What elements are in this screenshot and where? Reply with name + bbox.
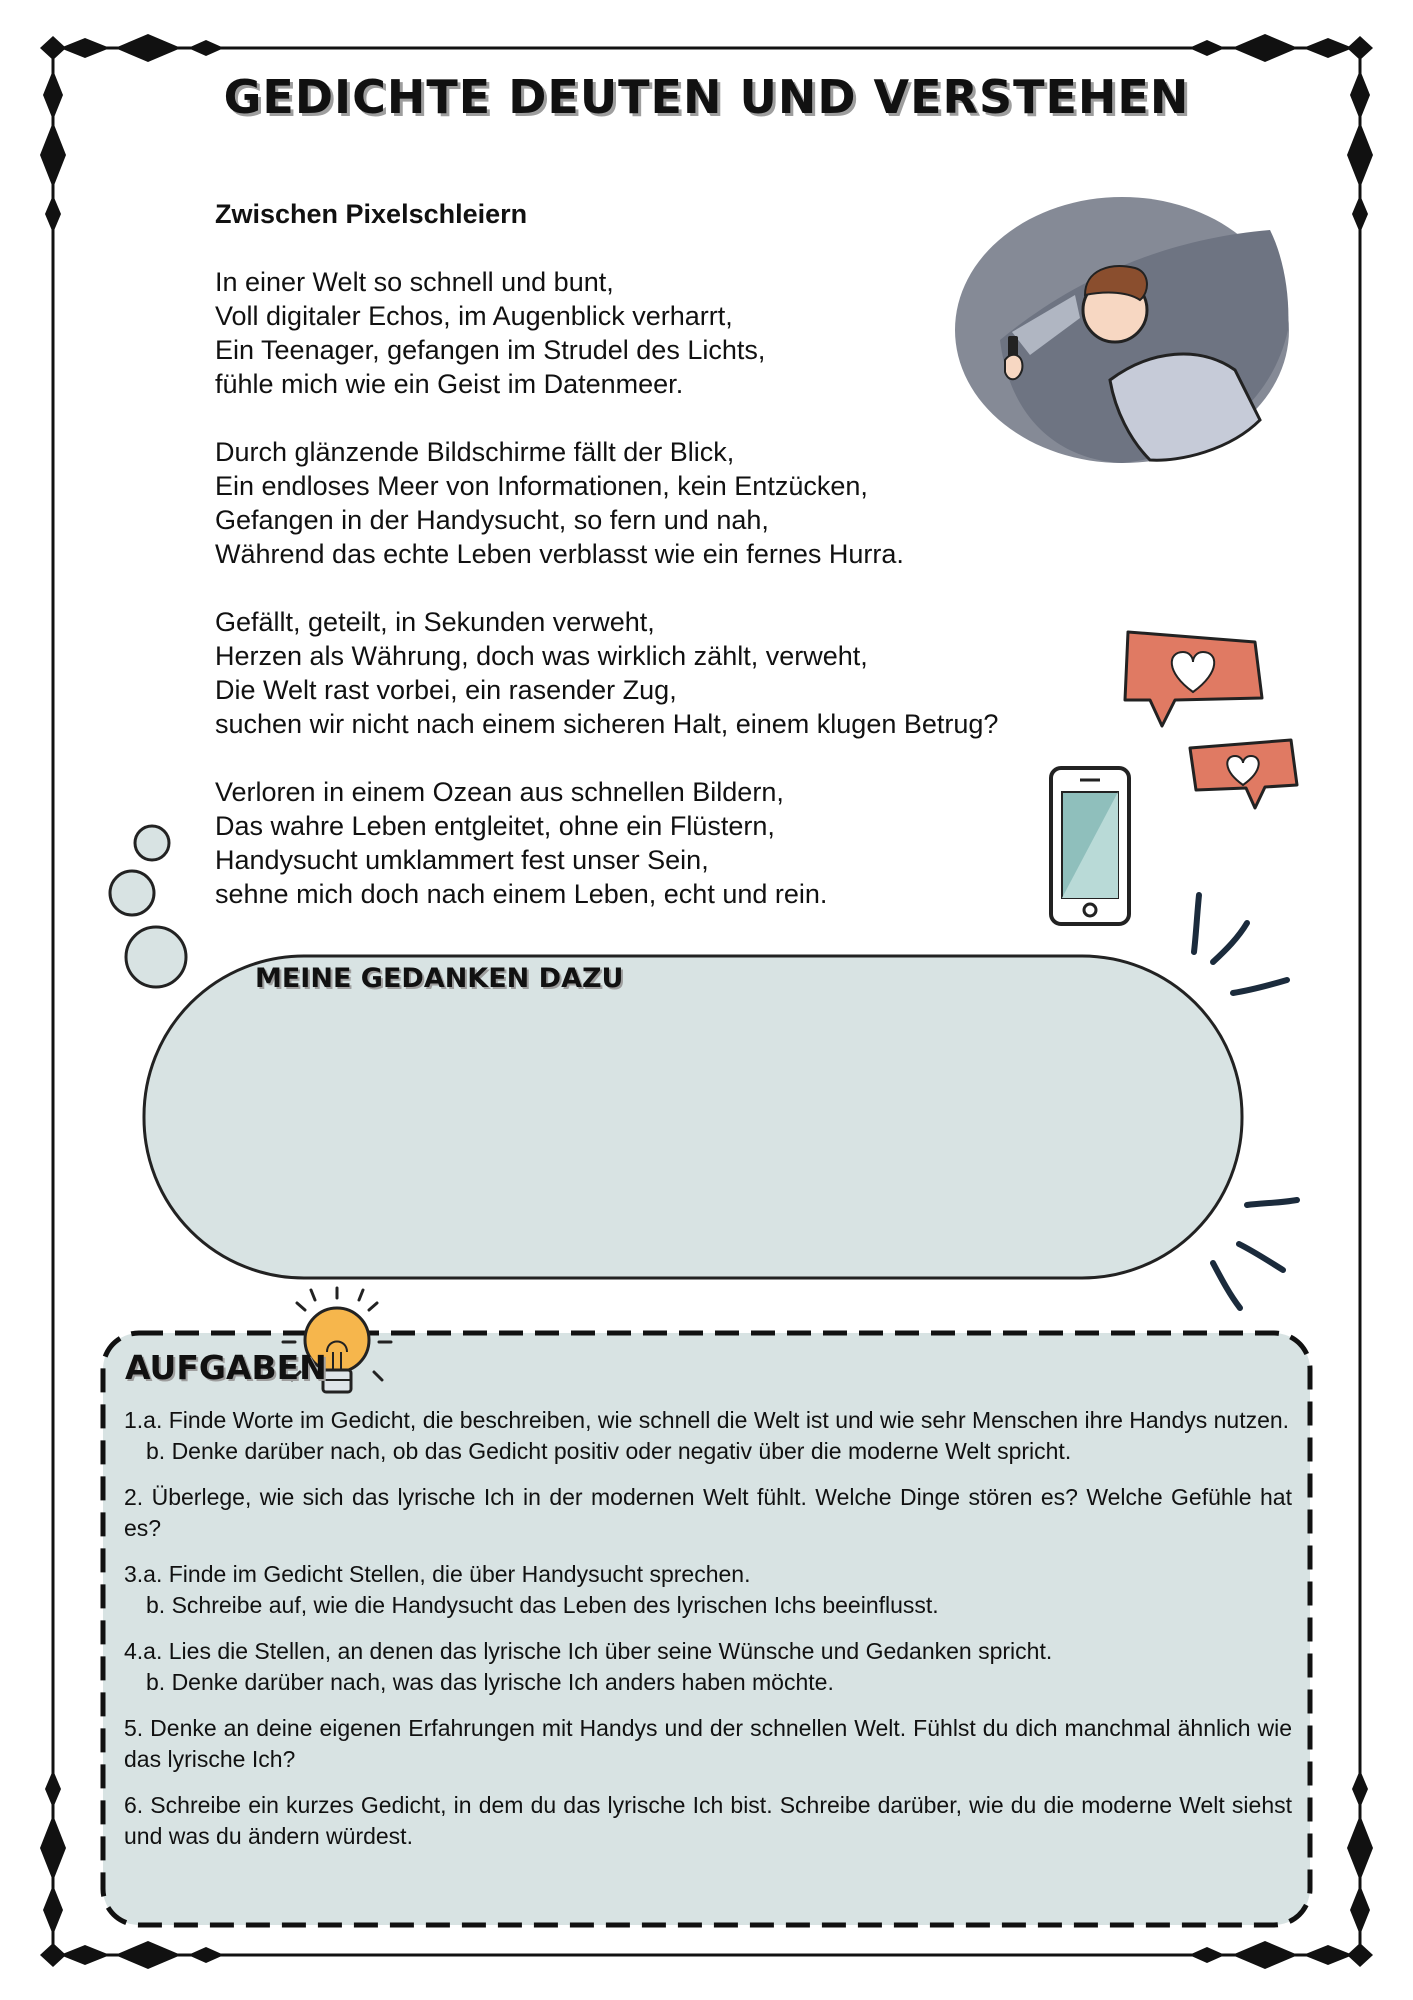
- poem-line: Durch glänzende Bildschirme fällt der Blick,: [215, 437, 735, 467]
- poem-line: Die Welt rast vorbei, ein rasender Zug,: [215, 675, 677, 705]
- task-item: [124, 1790, 1292, 1852]
- task-text: 2. Überlege, wie sich das lyrische Ich in der modernen Welt fühlt. Welche Dinge stören es? Welche Gefühle hat es?: [124, 1484, 1292, 1541]
- thoughts-heading: MEINE GEDANKEN DAZU: [255, 963, 624, 994]
- task-item: [124, 1713, 1292, 1775]
- poem-line: Handysucht umklammert fest unser Sein,: [215, 845, 709, 875]
- task-subtext: b. Denke darüber nach, was das lyrische Ich anders haben möchte.: [146, 1669, 834, 1695]
- poem-title: Zwischen Pixelschleiern: [215, 199, 528, 229]
- poem-line: Voll digitaler Echos, im Augenblick verharrt,: [215, 301, 733, 331]
- task-subtext: b. Schreibe auf, wie die Handysucht das Leben des lyrischen Ichs beeinflusst.: [146, 1592, 939, 1618]
- task-text: 1.a. Finde Worte im Gedicht, die beschreiben, wie schnell die Welt ist und wie sehr Menschen ihre Handys nutzen.: [124, 1407, 1290, 1433]
- page-title: GEDICHTE DEUTEN UND VERSTEHEN: [223, 70, 1190, 124]
- tasks-list: [124, 1405, 1292, 1867]
- poem: [215, 197, 1115, 945]
- heart-bubble-icon: [1190, 740, 1297, 808]
- poem-line: Verloren in einem Ozean aus schnellen Bildern,: [215, 777, 784, 807]
- poem-line: Gefangen in der Handysucht, so fern und nah,: [215, 505, 769, 535]
- task-text: 5. Denke an deine eigenen Erfahrungen mit Handys und der schnellen Welt. Fühlst du dich manchmal ähnlich wie das lyrische Ich?: [124, 1715, 1292, 1772]
- task-text: 6. Schreibe ein kurzes Gedicht, in dem du das lyrische Ich bist. Schreibe darüber, wie du die moderne Welt siehst und was du ändern würdest.: [124, 1792, 1292, 1849]
- poem-line: In einer Welt so schnell und bunt,: [215, 267, 614, 297]
- poem-stanza: [215, 265, 1115, 401]
- poem-line: fühle mich wie ein Geist im Datenmeer.: [215, 369, 684, 399]
- heart-bubble-icon: [1125, 632, 1262, 726]
- task-item: [124, 1559, 1292, 1621]
- poem-line: Herzen als Währung, doch was wirklich zählt, verweht,: [215, 641, 868, 671]
- task-item: [124, 1405, 1292, 1467]
- poem-line: Ein Teenager, gefangen im Strudel des Lichts,: [215, 335, 766, 365]
- poem-stanza: [215, 775, 1115, 911]
- task-subtext: b. Denke darüber nach, ob das Gedicht positiv oder negativ über die moderne Welt spricht.: [146, 1438, 1072, 1464]
- task-text: 3.a. Finde im Gedicht Stellen, die über Handysucht sprechen.: [124, 1561, 751, 1587]
- task-item: [124, 1482, 1292, 1544]
- task-text: 4.a. Lies die Stellen, an denen das lyrische Ich über seine Wünsche und Gedanken spricht.: [124, 1638, 1053, 1664]
- task-item: [124, 1636, 1292, 1698]
- tasks-heading: AUFGABEN: [125, 1348, 327, 1387]
- poem-stanza: [215, 435, 1115, 571]
- poem-line: Während das echte Leben verblasst wie ein fernes Hurra.: [215, 539, 904, 569]
- poem-line: Das wahre Leben entgleitet, ohne ein Flüstern,: [215, 811, 775, 841]
- poem-line: suchen wir nicht nach einem sicheren Halt, einem klugen Betrug?: [215, 709, 999, 739]
- poem-line: sehne mich doch nach einem Leben, echt und rein.: [215, 879, 828, 909]
- poem-line: Ein endloses Meer von Informationen, kein Entzücken,: [215, 471, 868, 501]
- poem-line: Gefällt, geteilt, in Sekunden verweht,: [215, 607, 655, 637]
- poem-stanza: [215, 605, 1115, 741]
